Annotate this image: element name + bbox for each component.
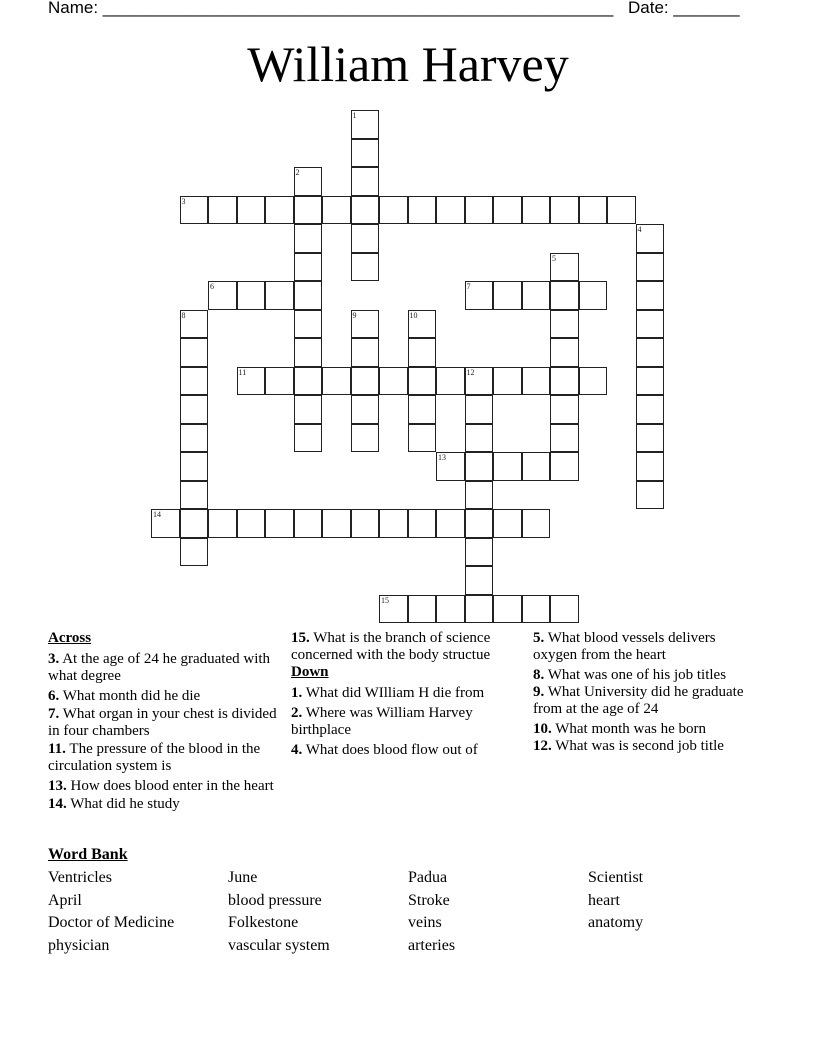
crossword-cell[interactable] bbox=[493, 452, 522, 481]
clue-number: 5. bbox=[533, 630, 545, 646]
word-bank-item: anatomy bbox=[588, 914, 644, 931]
crossword-cell[interactable] bbox=[436, 196, 465, 225]
crossword-cell[interactable] bbox=[550, 338, 579, 367]
crossword-cell[interactable] bbox=[180, 452, 209, 481]
crossword-cell[interactable] bbox=[208, 509, 237, 538]
crossword-cell[interactable] bbox=[265, 367, 294, 396]
crossword-cell[interactable] bbox=[294, 167, 323, 196]
crossword-cell[interactable] bbox=[436, 367, 465, 396]
crossword-cell[interactable] bbox=[465, 452, 494, 481]
crossword-cell[interactable] bbox=[636, 224, 665, 253]
clue-text: What was is second job title bbox=[555, 738, 724, 754]
crossword-cell[interactable] bbox=[294, 424, 323, 453]
word-bank-item: June bbox=[228, 869, 258, 886]
crossword-cell[interactable] bbox=[379, 509, 408, 538]
clue-number: 7. bbox=[48, 706, 60, 722]
cell-number: 13 bbox=[438, 453, 446, 462]
word-bank-item: Doctor of Medicine bbox=[48, 914, 175, 931]
cell-number: 15 bbox=[381, 595, 389, 605]
crossword-cell[interactable] bbox=[636, 395, 665, 424]
clue-down-8 bbox=[533, 667, 755, 684]
clue-text: The pressure of the blood in the circulation system is bbox=[48, 741, 261, 774]
crossword-cell[interactable] bbox=[180, 367, 209, 396]
crossword-cell[interactable] bbox=[493, 196, 522, 225]
clue-down-9 bbox=[533, 684, 755, 718]
date-field[interactable]: Date: _______ bbox=[628, 0, 740, 17]
crossword-cell[interactable] bbox=[294, 338, 323, 367]
crossword-cell[interactable] bbox=[493, 281, 522, 310]
crossword-cell[interactable] bbox=[294, 224, 323, 253]
crossword-cell[interactable] bbox=[379, 595, 408, 624]
crossword-cell[interactable] bbox=[436, 509, 465, 538]
crossword-cell[interactable] bbox=[180, 509, 209, 538]
across-heading: Across bbox=[48, 630, 92, 646]
cell-number: 12 bbox=[466, 367, 475, 377]
cell-number: 6 bbox=[210, 282, 214, 291]
crossword-cell[interactable] bbox=[180, 310, 209, 339]
cell-number: 9 bbox=[352, 310, 357, 320]
crossword-cell[interactable] bbox=[636, 481, 665, 510]
crossword-cell[interactable] bbox=[408, 310, 437, 339]
crossword-cell[interactable] bbox=[180, 424, 209, 453]
clue-down-4 bbox=[291, 742, 523, 759]
clue-down-2 bbox=[291, 705, 523, 739]
crossword-cell[interactable] bbox=[237, 281, 266, 310]
clue-across-11 bbox=[48, 741, 278, 775]
crossword-cell[interactable] bbox=[294, 196, 323, 225]
crossword-cell[interactable] bbox=[579, 367, 608, 396]
clue-number: 13. bbox=[48, 778, 67, 794]
crossword-cell[interactable] bbox=[465, 424, 494, 453]
crossword-cell[interactable] bbox=[408, 395, 437, 424]
clue-down-5 bbox=[533, 630, 755, 664]
crossword-cell[interactable] bbox=[180, 538, 209, 567]
crossword-cell[interactable] bbox=[408, 595, 437, 624]
cell-number: 7 bbox=[466, 282, 471, 291]
crossword-cell[interactable] bbox=[294, 253, 323, 282]
clue-text: What University did he graduate from at the age of 24 bbox=[533, 684, 744, 717]
clue-down-12 bbox=[533, 738, 755, 755]
cell-number: 1 bbox=[352, 111, 357, 120]
clue-number: 9. bbox=[533, 684, 545, 700]
crossword-cell[interactable] bbox=[636, 424, 665, 453]
crossword-cell[interactable] bbox=[294, 367, 323, 396]
crossword-cell[interactable] bbox=[465, 395, 494, 424]
clue-across-13 bbox=[48, 778, 278, 795]
word-bank-item: heart bbox=[588, 892, 620, 909]
crossword-cell[interactable] bbox=[550, 281, 579, 310]
crossword-cell[interactable] bbox=[351, 338, 380, 367]
clue-text: What did he study bbox=[70, 796, 180, 812]
clue-across-6 bbox=[48, 688, 278, 705]
crossword-cell[interactable] bbox=[351, 367, 380, 396]
clue-text: What did WIlliam H die from bbox=[305, 685, 485, 701]
crossword-cell[interactable] bbox=[465, 367, 494, 396]
crossword-cell[interactable] bbox=[180, 481, 209, 510]
clue-number: 1. bbox=[291, 685, 303, 701]
crossword-cell[interactable] bbox=[522, 595, 551, 624]
crossword-cell[interactable] bbox=[294, 509, 323, 538]
crossword-cell[interactable] bbox=[607, 196, 636, 225]
crossword-cell[interactable] bbox=[493, 367, 522, 396]
clue-text: At the age of 24 he graduated with what degree bbox=[48, 651, 271, 684]
clue-number: 4. bbox=[291, 742, 303, 758]
crossword-cell[interactable] bbox=[465, 538, 494, 567]
crossword-cell[interactable] bbox=[265, 509, 294, 538]
word-bank-item: blood pressure bbox=[228, 892, 322, 909]
crossword-cell[interactable] bbox=[465, 196, 494, 225]
clue-text: Where was William Harvey birthplace bbox=[291, 705, 473, 738]
crossword-cell[interactable] bbox=[550, 367, 579, 396]
clue-across-7 bbox=[48, 706, 278, 740]
crossword-cell[interactable] bbox=[351, 196, 380, 225]
word-bank-heading: Word Bank bbox=[48, 846, 128, 863]
crossword-cell[interactable] bbox=[636, 452, 665, 481]
crossword-cell[interactable] bbox=[408, 424, 437, 453]
cell-number: 11 bbox=[238, 367, 247, 377]
cell-number: 8 bbox=[181, 310, 186, 320]
crossword-cell[interactable] bbox=[351, 310, 380, 339]
crossword-cell[interactable] bbox=[493, 509, 522, 538]
clue-across-3 bbox=[48, 651, 278, 685]
crossword-cell[interactable] bbox=[379, 196, 408, 225]
clue-number: 11. bbox=[48, 741, 66, 757]
crossword-cell[interactable] bbox=[379, 367, 408, 396]
clues-column-1 bbox=[48, 630, 278, 816]
crossword-cell[interactable] bbox=[579, 196, 608, 225]
cell-number: 3 bbox=[181, 196, 186, 206]
crossword-cell[interactable] bbox=[550, 452, 579, 481]
crossword-cell[interactable] bbox=[465, 281, 494, 310]
word-bank-item: physician bbox=[48, 937, 110, 954]
clue-across-14 bbox=[48, 796, 278, 813]
crossword-cell[interactable] bbox=[208, 196, 237, 225]
crossword-cell[interactable] bbox=[294, 281, 323, 310]
crossword-cell[interactable] bbox=[550, 424, 579, 453]
cell-number: 14 bbox=[153, 510, 161, 519]
crossword-cell[interactable] bbox=[636, 367, 665, 396]
crossword-cell[interactable] bbox=[465, 509, 494, 538]
clue-text: What blood vessels delivers oxygen from the heart bbox=[533, 630, 716, 663]
crossword-cell[interactable] bbox=[208, 281, 237, 310]
crossword-cell[interactable] bbox=[351, 139, 380, 168]
word-bank-item: vascular system bbox=[228, 937, 330, 954]
crossword-cell[interactable] bbox=[408, 196, 437, 225]
crossword-cell[interactable] bbox=[237, 196, 266, 225]
crossword-cell[interactable] bbox=[322, 367, 351, 396]
crossword-cell[interactable] bbox=[579, 281, 608, 310]
crossword-cell[interactable] bbox=[550, 253, 579, 282]
crossword-cell[interactable] bbox=[294, 310, 323, 339]
clue-down-10 bbox=[533, 721, 755, 738]
clue-text: What month was he born bbox=[555, 721, 707, 737]
word-bank-item: veins bbox=[408, 914, 442, 931]
crossword-cell[interactable] bbox=[408, 509, 437, 538]
crossword-cell[interactable] bbox=[237, 367, 266, 396]
clues-column-2 bbox=[291, 630, 523, 762]
cell-number: 2 bbox=[295, 168, 300, 177]
crossword-cell[interactable] bbox=[351, 224, 380, 253]
cell-number: 10 bbox=[409, 310, 418, 320]
clue-number: 3. bbox=[48, 651, 60, 667]
word-bank-item: Scientist bbox=[588, 869, 644, 886]
crossword-cell[interactable] bbox=[351, 424, 380, 453]
crossword-cell[interactable] bbox=[550, 595, 579, 624]
clue-text: What month did he die bbox=[62, 688, 201, 704]
crossword-cell[interactable] bbox=[436, 595, 465, 624]
clue-text: What does blood flow out of bbox=[305, 742, 478, 758]
clue-text: What organ in your chest is divided in four chambers bbox=[48, 706, 277, 739]
crossword-cell[interactable] bbox=[465, 595, 494, 624]
crossword-cell[interactable] bbox=[151, 509, 180, 538]
crossword-cell[interactable] bbox=[522, 281, 551, 310]
crossword-cell[interactable] bbox=[522, 367, 551, 396]
crossword-cell[interactable] bbox=[465, 481, 494, 510]
clue-number: 12. bbox=[533, 738, 552, 754]
crossword-cell[interactable] bbox=[180, 395, 209, 424]
crossword-cell[interactable] bbox=[636, 310, 665, 339]
clue-text: What was one of his job titles bbox=[547, 667, 727, 683]
crossword-cell[interactable] bbox=[550, 395, 579, 424]
clue-down-1 bbox=[291, 685, 523, 702]
cell-number: 4 bbox=[637, 225, 642, 234]
clue-number: 14. bbox=[48, 796, 67, 812]
crossword-cell[interactable] bbox=[522, 196, 551, 225]
crossword-cell[interactable] bbox=[265, 281, 294, 310]
crossword-cell[interactable] bbox=[294, 395, 323, 424]
crossword-cell[interactable] bbox=[180, 338, 209, 367]
word-bank-item: Ventricles bbox=[48, 869, 112, 886]
crossword-cell[interactable] bbox=[550, 196, 579, 225]
clue-text: What is the branch of science concerned with the body structue bbox=[291, 630, 491, 663]
crossword-cell[interactable] bbox=[322, 509, 351, 538]
crossword-cell[interactable] bbox=[408, 367, 437, 396]
clues-column-3 bbox=[533, 630, 755, 758]
word-bank-item: Stroke bbox=[408, 892, 450, 909]
crossword-cell[interactable] bbox=[351, 167, 380, 196]
clue-number: 10. bbox=[533, 721, 552, 737]
crossword-cell[interactable] bbox=[436, 452, 465, 481]
crossword-cell[interactable] bbox=[493, 595, 522, 624]
crossword-cell[interactable] bbox=[322, 196, 351, 225]
clue-number: 8. bbox=[533, 667, 545, 683]
clue-number: 15. bbox=[291, 630, 310, 646]
down-heading: Down bbox=[291, 664, 329, 680]
crossword-cell[interactable] bbox=[465, 566, 494, 595]
crossword-cell[interactable] bbox=[636, 253, 665, 282]
clue-text: How does blood enter in the heart bbox=[70, 778, 274, 794]
crossword-cell[interactable] bbox=[351, 509, 380, 538]
name-field[interactable]: Name: ______________________________________________________ bbox=[48, 0, 614, 17]
crossword-cell[interactable] bbox=[180, 196, 209, 225]
word-bank-item: arteries bbox=[408, 937, 456, 954]
word-bank-item: Padua bbox=[408, 869, 448, 886]
page-title: William Harvey bbox=[247, 36, 569, 92]
crossword-cell[interactable] bbox=[636, 338, 665, 367]
crossword-cell[interactable] bbox=[522, 509, 551, 538]
crossword-cell[interactable] bbox=[351, 110, 380, 139]
crossword-cell[interactable] bbox=[351, 253, 380, 282]
clue-number: 6. bbox=[48, 688, 60, 704]
crossword-cell[interactable] bbox=[237, 509, 266, 538]
clue-number: 2. bbox=[291, 705, 303, 721]
crossword-cell[interactable] bbox=[550, 310, 579, 339]
word-bank-item: April bbox=[48, 892, 82, 909]
word-bank-item: Folkestone bbox=[228, 914, 299, 931]
crossword-cell[interactable] bbox=[265, 196, 294, 225]
crossword-cell[interactable] bbox=[351, 395, 380, 424]
clue-across-15 bbox=[291, 630, 523, 664]
cell-number: 5 bbox=[552, 253, 556, 263]
crossword-cell[interactable] bbox=[408, 338, 437, 367]
crossword-cell[interactable] bbox=[522, 452, 551, 481]
crossword-cell[interactable] bbox=[636, 281, 665, 310]
